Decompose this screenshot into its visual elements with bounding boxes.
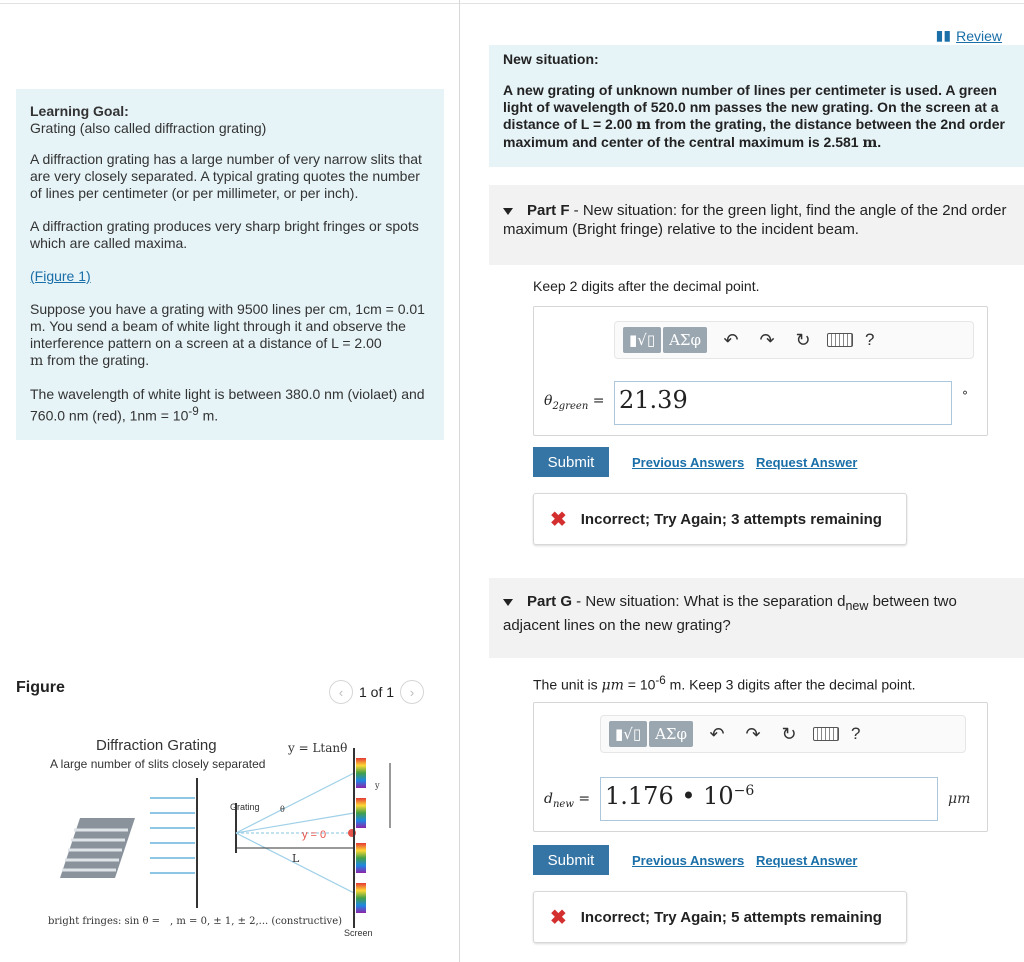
reset-icon[interactable]: ↻ — [781, 723, 797, 744]
collapse-triangle-icon[interactable] — [503, 208, 513, 215]
part-f-variable: $\theta_{2green}$ = — [544, 393, 605, 412]
undo-icon[interactable]: ↶ — [723, 329, 739, 350]
figure-subtitle: A large number of slits closely separated — [50, 757, 266, 771]
y-zero-label: y = 0 — [302, 829, 327, 841]
templates-button[interactable]: ▮√▯ — [623, 327, 661, 353]
top-border — [0, 3, 1024, 4]
greek-symbols-button[interactable]: ΑΣφ — [649, 721, 693, 747]
redo-icon[interactable]: ↷ — [759, 329, 775, 350]
part-g-variable: $d_{new}$ = — [544, 791, 591, 810]
next-figure-button[interactable]: › — [400, 680, 424, 704]
theta-n-label: θ — [280, 805, 285, 814]
keyboard-icon[interactable] — [827, 333, 853, 347]
part-g-toolbar — [600, 715, 966, 753]
undo-icon[interactable]: ↶ — [709, 723, 725, 744]
book-icon: ▮▮ — [935, 27, 952, 43]
part-f-answer-input[interactable]: 21.39 — [614, 381, 952, 425]
reset-icon[interactable]: ↻ — [795, 329, 811, 350]
collapse-triangle-icon[interactable] — [503, 599, 513, 606]
L-label: L — [292, 852, 300, 865]
redo-icon[interactable]: ↷ — [745, 723, 761, 744]
diffraction-figure — [40, 728, 440, 948]
screen-label: Screen — [344, 928, 373, 938]
part-f-previous-answers-link[interactable]: Previous Answers — [632, 455, 745, 470]
new-situation-box — [489, 45, 1024, 167]
formula-suffix: , m = 0, ± 1, ± 2,... (constructive) — [170, 916, 343, 927]
grating-label: Grating — [230, 802, 260, 812]
goal-paragraph-2: A diffraction grating produces very sharp bright fringes or spots which are called maxima. — [30, 218, 419, 251]
formula-prefix: bright fringes: sin θ = — [48, 916, 161, 927]
part-f-instruction: Keep 2 digits after the decimal point. — [533, 278, 760, 294]
goal-title: Learning Goal: — [30, 103, 129, 119]
part-f-toolbar — [614, 321, 974, 359]
part-f-submit-button[interactable]: Submit — [533, 447, 609, 477]
part-g-feedback: ✖ Incorrect; Try Again; 5 attempts remaining — [533, 891, 907, 943]
templates-button[interactable]: ▮√▯ — [609, 721, 647, 747]
incorrect-x-icon: ✖ — [550, 508, 567, 531]
review-text: Review — [956, 27, 1002, 44]
situation-title: New situation: — [503, 51, 599, 67]
goal-paragraph-4: The wavelength of white light is between 380.0 nm (violaet) and 760.0 nm (red), $1nm = 10^{-9}$ m. — [30, 386, 425, 424]
part-g-answer-box — [533, 702, 988, 832]
figure-title: Diffraction Grating — [96, 737, 217, 754]
greek-symbols-button[interactable]: ΑΣφ — [663, 327, 707, 353]
part-f-feedback: ✖ Incorrect; Try Again; 3 attempts remaining — [533, 493, 907, 545]
part-g-request-answer-link[interactable]: Request Answer — [756, 853, 858, 868]
learning-goal-box — [16, 89, 444, 440]
figure-pager — [329, 680, 424, 704]
ym-label: y — [375, 781, 380, 790]
part-g-submit-button[interactable]: Submit — [533, 845, 609, 875]
goal-subtitle: Grating (also called diffraction grating) — [30, 120, 267, 136]
part-g-previous-answers-link[interactable]: Previous Answers — [632, 853, 745, 868]
part-f-unit: ° — [962, 389, 968, 403]
figure-label: Figure — [16, 679, 65, 696]
situation-text: A new grating of unknown number of lines per centimeter is used. A green light of wavelength of 520.0 nm passes the new grating. On the screen at a distance of L = 2.00 m from the grating, the distance between the 2nd order maximum and center of the central maximum is 2.581 m. — [503, 82, 1005, 151]
part-g-answer-input[interactable]: 1.176 • $10^{-6}$ — [600, 777, 938, 821]
goal-paragraph-3: Suppose you have a grating with 9500 lines per cm, 1cm = 0.01 m. You send a beam of white light through it and observe the interference pattern on a screen at a distance of L = 2.00 m from the grating. — [30, 301, 425, 369]
part-g-header[interactable]: Part G - New situation: What is the separation $d_{new}$ between two adjacent lines on the new grating? — [489, 578, 1024, 658]
incorrect-x-icon: ✖ — [550, 906, 567, 929]
part-g-instruction: The unit is $\mu m = 10^{-6}$ m. Keep 3 digits after the decimal point. — [533, 674, 916, 694]
part-f-answer-box — [533, 306, 988, 436]
figure-link[interactable]: (Figure 1) — [30, 268, 91, 284]
part-f-header[interactable]: Part F - New situation: for the green light, find the angle of the 2nd order maximum (Bright fringe) relative to the incident beam. — [489, 185, 1024, 265]
help-icon[interactable]: ? — [865, 330, 875, 349]
review-link[interactable] — [936, 27, 1002, 44]
part-f-request-answer-link[interactable]: Request Answer — [756, 455, 858, 470]
prev-figure-button[interactable]: ‹ — [329, 680, 353, 704]
pager-count: 1 of 1 — [359, 684, 395, 700]
y-equation: y = Ltanθ — [288, 741, 348, 755]
help-icon[interactable]: ? — [851, 724, 861, 743]
part-g-unit: μm — [948, 791, 971, 807]
panel-divider — [459, 0, 460, 962]
keyboard-icon[interactable] — [813, 727, 839, 741]
goal-paragraph-1: A diffraction grating has a large number of very narrow slits that are very closely separated. A typical grating quotes the number of lines per centimeter (or per millimeter, or per inch). — [30, 151, 422, 201]
